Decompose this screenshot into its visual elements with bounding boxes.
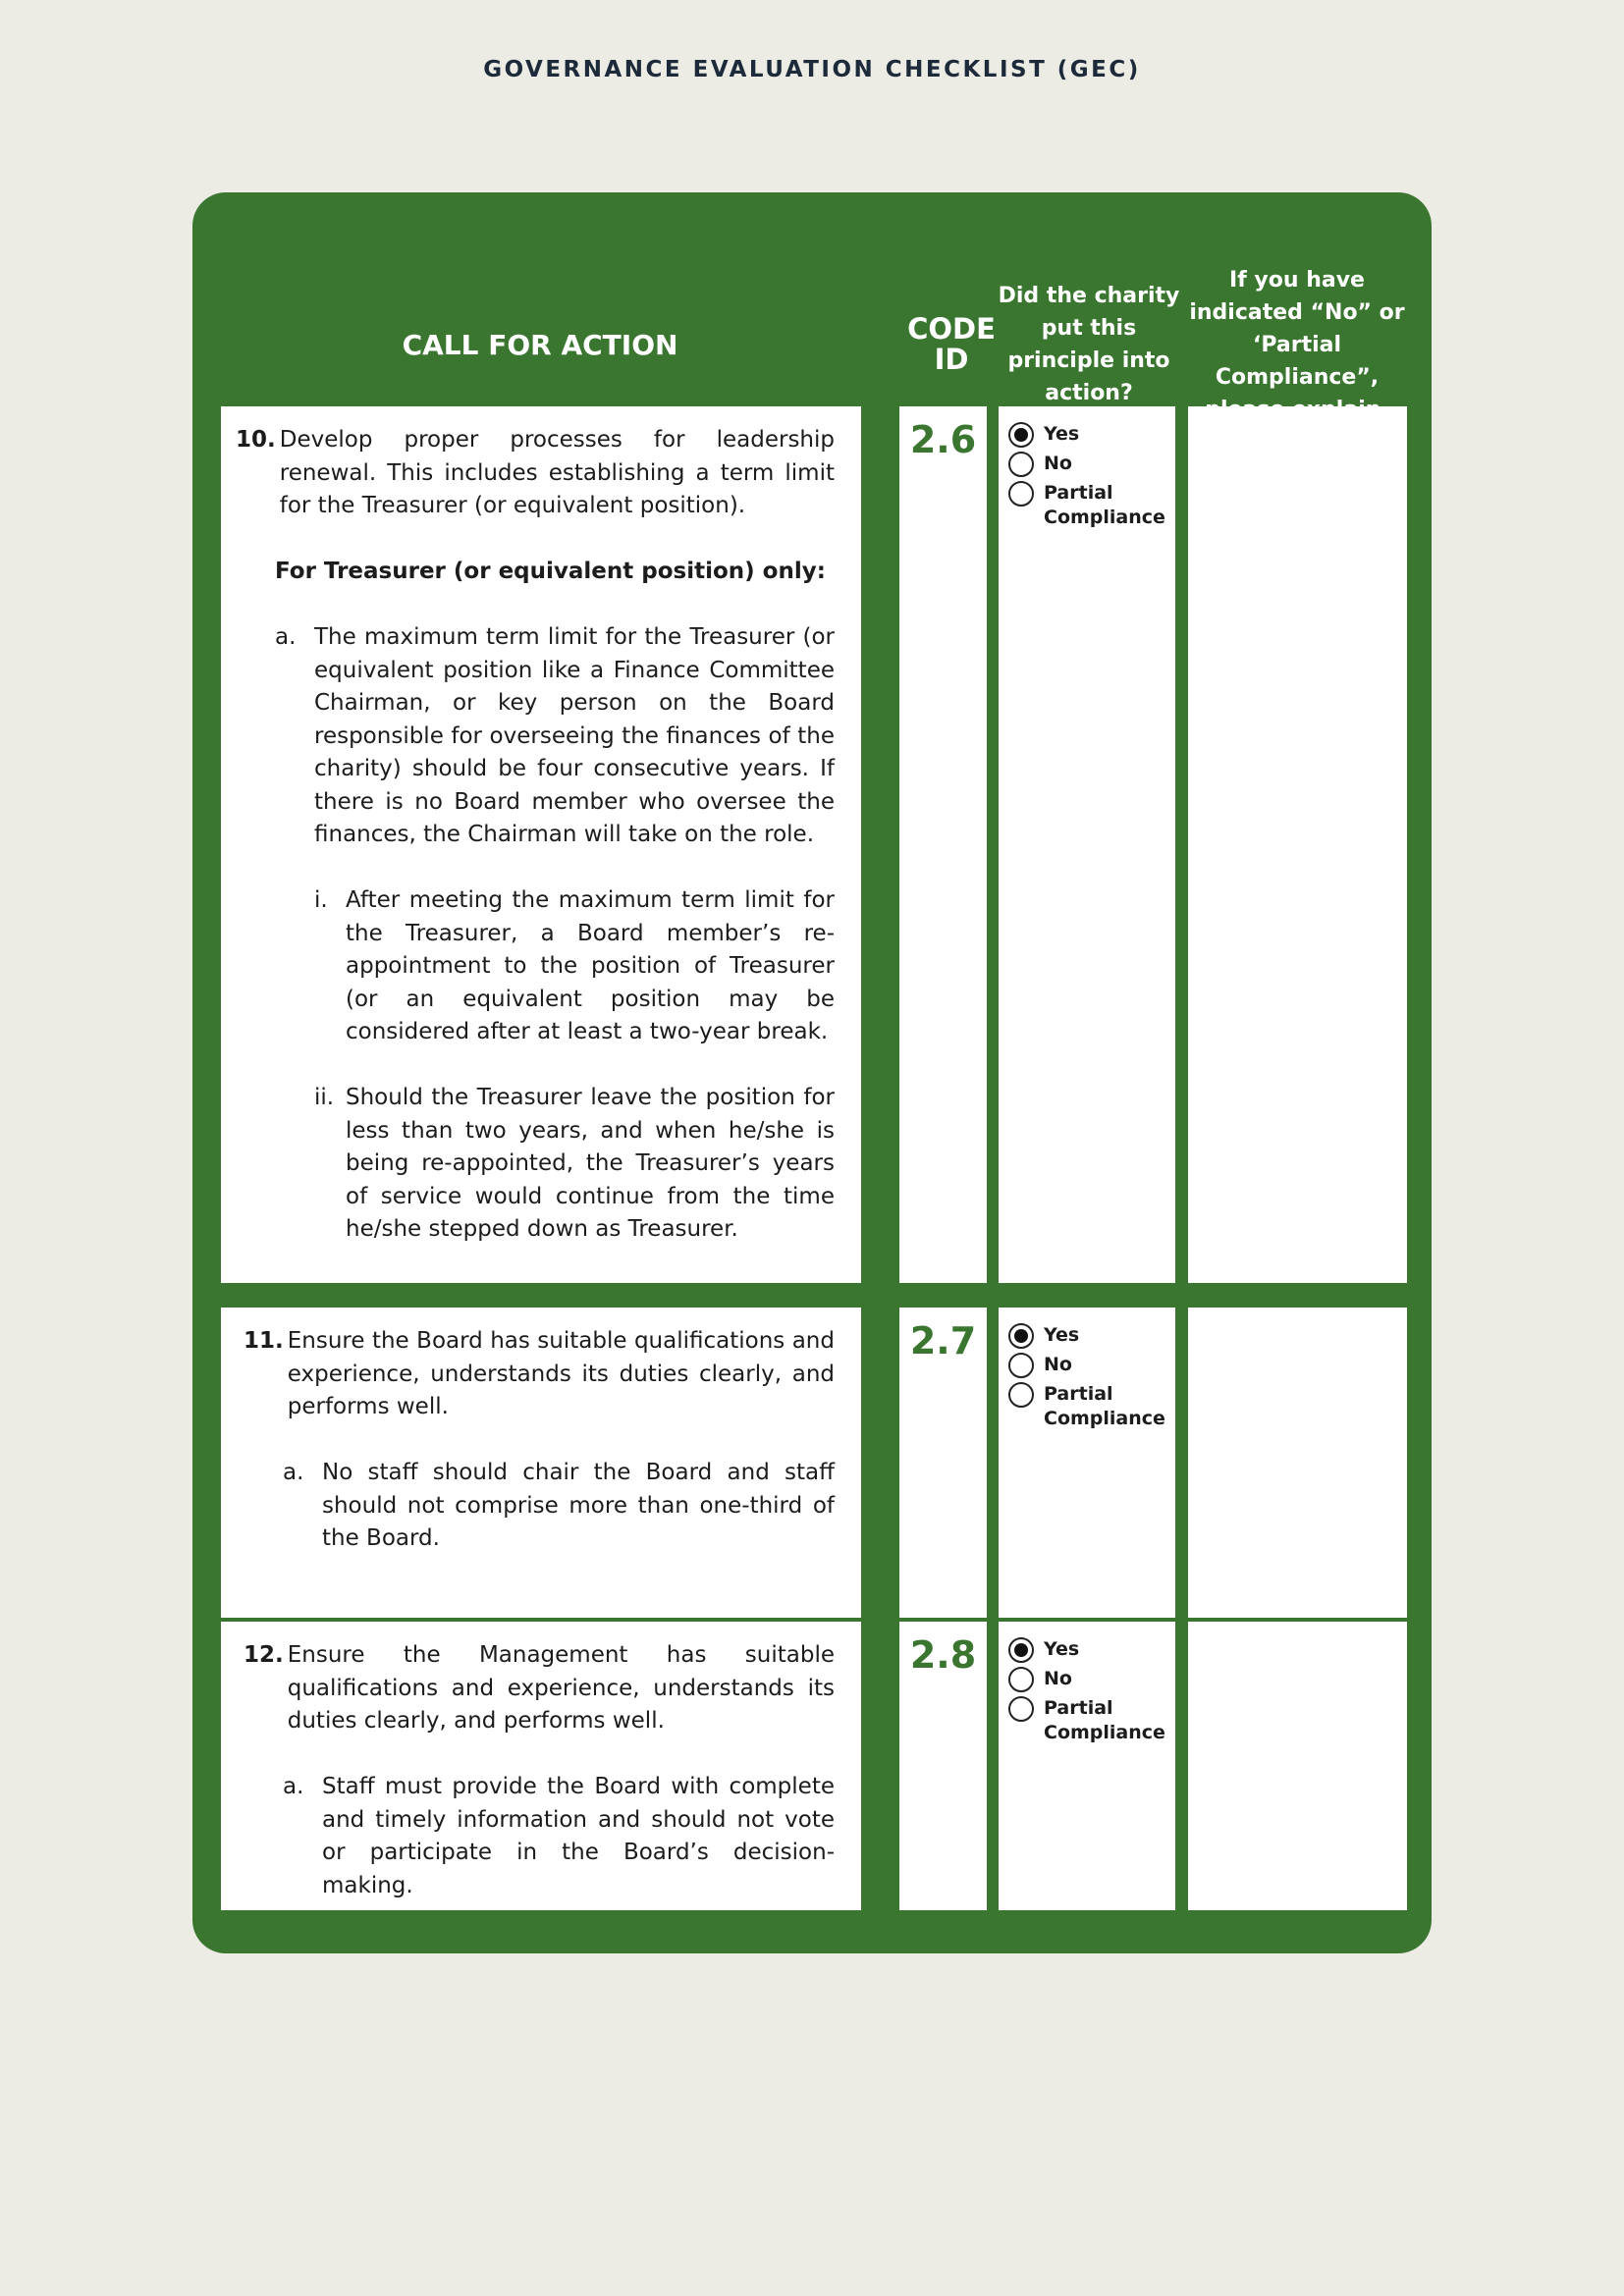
explanation-field[interactable] [1188,1308,1407,1618]
radio-button[interactable] [1008,1637,1034,1663]
item-number: 12. [244,1642,284,1668]
sub-sub-marker: ii. [314,1085,335,1110]
header-code-id: CODE ID [907,311,996,376]
code-cell-11 [899,1308,987,1618]
item-text: Develop proper processes for leadership renewal. This includes establishing a term limit for the Treasurer (or equivalent position). [279,427,835,518]
compliance-cell-10 [999,406,1175,1283]
radio-label: Partial Compliance [1044,1697,1165,1743]
radio-option-partial-compliance[interactable] [1008,1382,1169,1431]
sub-marker: a. [275,624,297,650]
radio-button[interactable] [1008,1696,1034,1722]
radio-label: No [1044,1354,1072,1375]
checklist-table [192,192,1432,1953]
sub-item-text: The maximum term limit for the Treasurer (or equivalent position like a Finance Committee Chairman, or key person on the Board responsible for overseeing the finances of the charity) should be four consecutive years. If there is no Board member who oversee the finances, the Chairman will take on the role. [314,624,835,847]
radio-label: Yes [1044,1324,1080,1346]
header-did-charity-put-into-action: Did the charity put this principle into action? [998,284,1180,405]
compliance-cell-11 [999,1308,1175,1618]
item-text: Ensure the Board has suitable qualifications and experience, understands its duties clearly, and performs well. [287,1328,835,1419]
radio-option-partial-compliance[interactable] [1008,1696,1169,1745]
sub-item-text: Staff must provide the Board with complete and timely information and should not vote or participate in the Board’s decision-making. [322,1774,835,1898]
radio-button[interactable] [1008,1353,1034,1378]
radio-option-partial-compliance[interactable] [1008,481,1169,530]
sub-sub-item-text: After meeting the maximum term limit for the Treasurer, a Board member’s re-appointment to the position of Treasurer (or an equivalent position may be considered after at least a two-year break. [346,887,835,1044]
item-number: 10. [236,427,276,453]
explanation-field[interactable] [1188,1622,1407,1910]
action-cell-10 [221,406,861,1283]
radio-button[interactable] [1008,481,1034,507]
radio-button[interactable] [1008,452,1034,477]
compliance-radio-group [1008,422,1169,534]
radio-option-no[interactable] [1008,1667,1169,1692]
item-number: 11. [244,1328,284,1354]
compliance-radio-group [1008,1323,1169,1435]
code-id-value: 2.8 [909,1633,977,1677]
radio-label: No [1044,1668,1072,1689]
radio-option-yes[interactable] [1008,1637,1169,1663]
sub-marker: a. [283,1460,304,1485]
code-cell-10 [899,406,987,1283]
header-call-for-action: CALL FOR ACTION [402,328,678,361]
sub-sub-item-text: Should the Treasurer leave the position for less than two years, and when he/she is being re-appointed, the Treasurer’s years of service would continue from the time he/she stepped down as Treasurer. [346,1085,835,1242]
radio-option-no[interactable] [1008,1353,1169,1378]
compliance-cell-12 [999,1622,1175,1910]
item-text: Ensure the Management has suitable qualifications and experience, understands its duties clearly, and performs well. [287,1642,835,1734]
radio-option-no[interactable] [1008,452,1169,477]
radio-label: Partial Compliance [1044,1383,1165,1429]
radio-option-yes[interactable] [1008,422,1169,448]
radio-label: No [1044,453,1072,474]
radio-button[interactable] [1008,1382,1034,1408]
code-cell-12 [899,1622,987,1910]
treasurer-note: For Treasurer (or equivalent position) only: [275,559,826,584]
radio-label: Yes [1044,1638,1080,1660]
header-please-explain: If you have indicated “No” or ‘Partial Compliance”, [1189,267,1405,390]
action-cell-11 [221,1308,861,1618]
sub-item-text: No staff should chair the Board and staff should not comprise more than one-third of the Board. [322,1460,835,1551]
page-header: GOVERNANCE EVALUATION CHECKLIST (GEC) [483,57,1141,82]
radio-label: Partial Compliance [1044,482,1165,528]
radio-button[interactable] [1008,1667,1034,1692]
action-cell-12 [221,1622,861,1910]
radio-option-yes[interactable] [1008,1323,1169,1349]
compliance-radio-group [1008,1637,1169,1749]
radio-button[interactable] [1008,1323,1034,1349]
code-id-value: 2.7 [909,1319,977,1362]
code-id-value: 2.6 [909,418,977,461]
sub-marker: a. [283,1774,304,1799]
explanation-field[interactable] [1188,406,1407,1283]
sub-sub-marker: i. [314,887,328,913]
radio-label: Yes [1044,423,1080,445]
radio-button[interactable] [1008,422,1034,448]
